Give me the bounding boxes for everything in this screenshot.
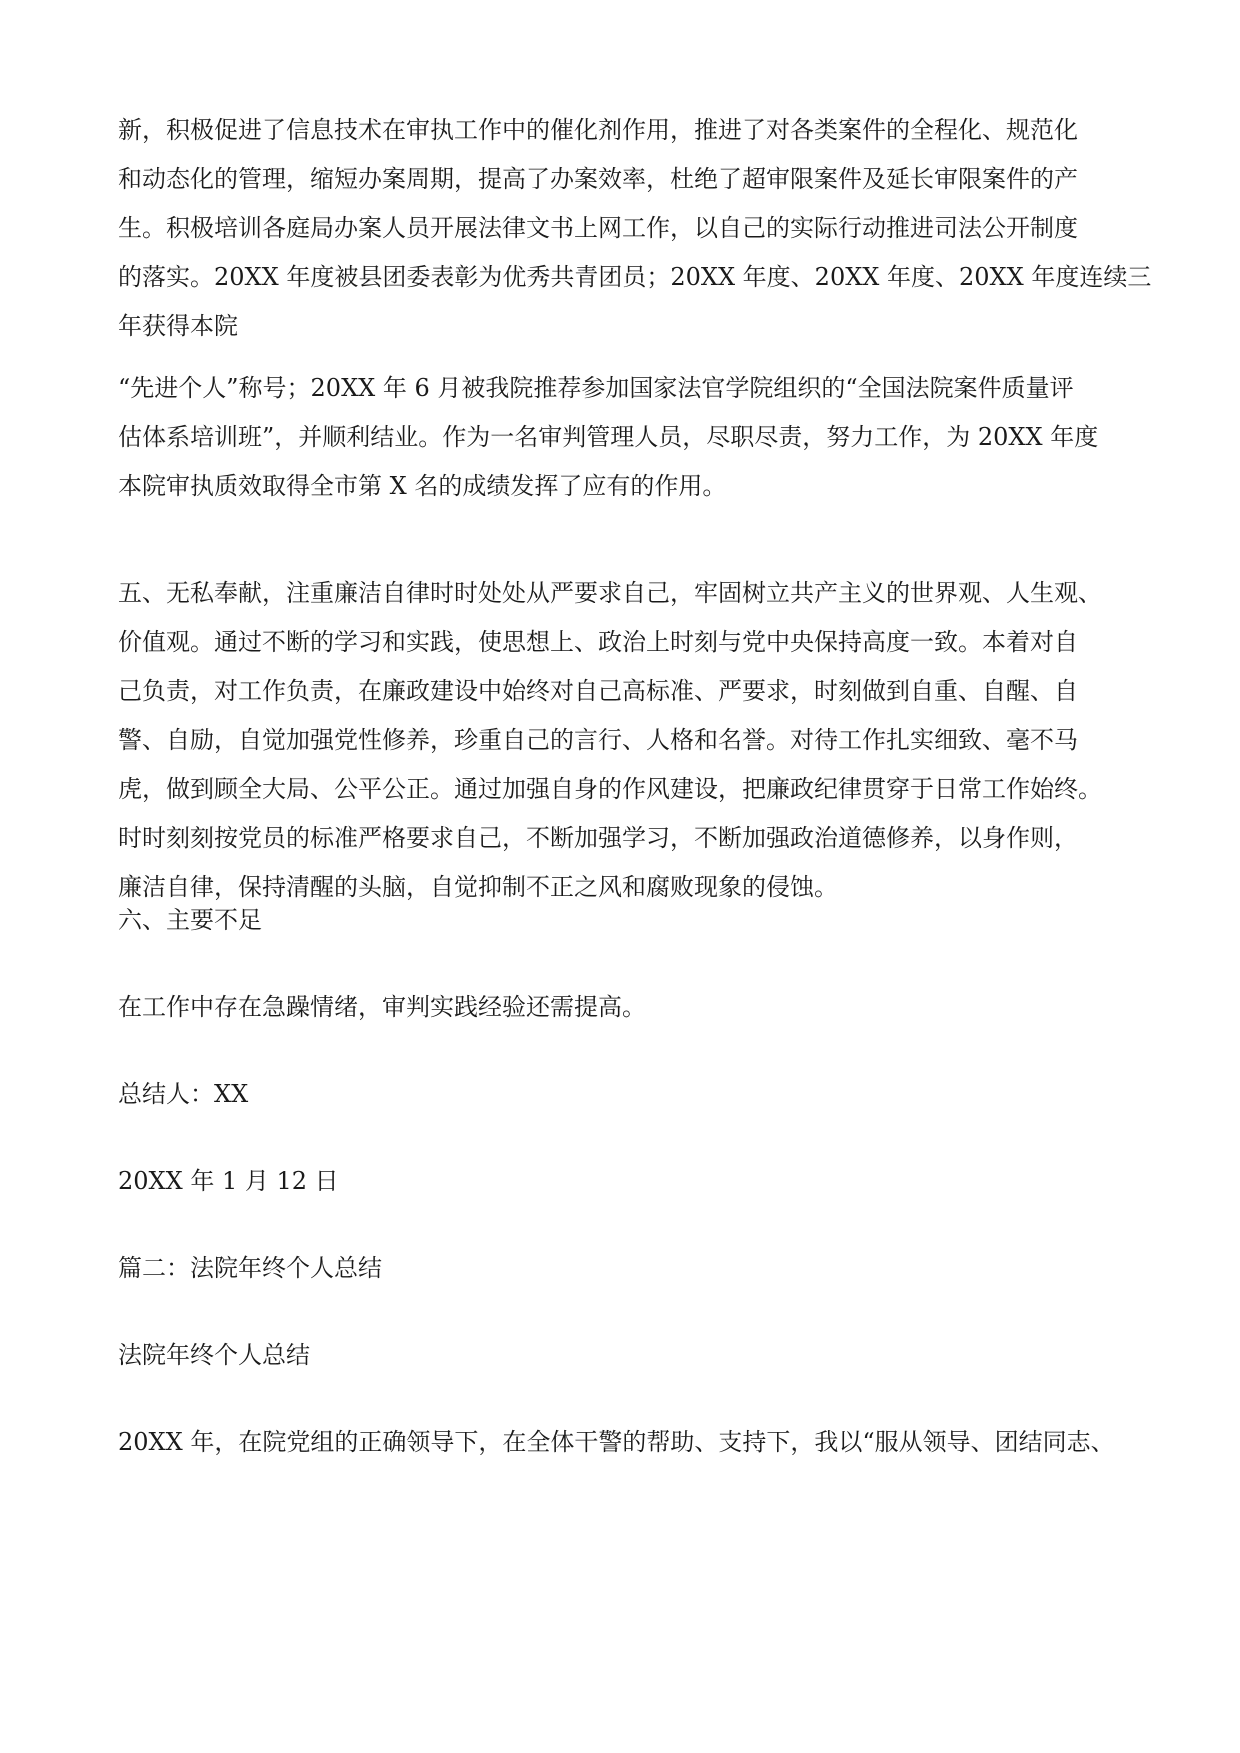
text-line: 新，积极促进了信息技术在审执工作中的催化剂作用，推进了对各类案件的全程化、规范化	[118, 116, 1078, 144]
signature-line	[118, 1070, 1128, 1119]
article-two-title	[118, 1331, 1128, 1380]
text-line: 廉洁自律，保持清醒的头脑，自觉抑制不正之风和腐败现象的侵蚀。	[118, 873, 838, 901]
text-line: 总结人：XX	[118, 1080, 249, 1108]
text-line: 和动态化的管理，缩短办案周期，提高了办案效率，杜绝了超审限案件及延长审限案件的产	[118, 165, 1078, 193]
text-line: 法院年终个人总结	[118, 1341, 310, 1369]
text-line: “先进个人”称号；20XX 年 6 月被我院推荐参加国家法官学院组织的“全国法院案件质量评	[118, 374, 1074, 402]
paragraph-1	[118, 106, 1152, 351]
paragraph-3-integrity	[118, 569, 1128, 912]
text-line: 年获得本院	[118, 312, 238, 340]
text-line: 己负责，对工作负责，在廉政建设中始终对自己高标准、严要求，时刻做到自重、自醒、自	[118, 677, 1078, 705]
paragraph-shortcomings	[118, 983, 1128, 1032]
text-line: 本院审执质效取得全市第 X 名的成绩发挥了应有的作用。	[118, 472, 727, 500]
text-line: 20XX 年 1 月 12 日	[118, 1167, 339, 1195]
text-line: 价值观。通过不断的学习和实践，使思想上、政治上时刻与党中央保持高度一致。本着对自	[118, 628, 1078, 656]
text-line: 在工作中存在急躁情绪，审判实践经验还需提高。	[118, 993, 646, 1021]
section-heading-shortcomings	[118, 896, 1128, 945]
text-line: 时时刻刻按党员的标准严格要求自己，不断加强学习，不断加强政治道德修养，以身作则，	[118, 824, 1078, 852]
article-two-heading	[118, 1244, 1128, 1293]
date-line	[118, 1157, 1128, 1206]
text-line: 估体系培训班”，并顺利结业。作为一名审判管理人员，尽职尽责，努力工作，为 20XX 年度	[118, 423, 1099, 451]
text-line: 警、自励，自觉加强党性修养，珍重自己的言行、人格和名誉。对待工作扎实细致、毫不马	[118, 726, 1078, 754]
article-two-paragraph	[118, 1418, 1128, 1467]
text-line: 六、主要不足	[118, 906, 262, 934]
text-line: 生。积极培训各庭局办案人员开展法律文书上网工作，以自己的实际行动推进司法公开制度	[118, 214, 1078, 242]
text-line: 的落实。20XX 年度被县团委表彰为优秀共青团员；20XX 年度、20XX 年度、20XX 年度连续三	[118, 263, 1152, 291]
text-line: 虎，做到顾全大局、公平公正。通过加强自身的作风建设，把廉政纪律贯穿于日常工作始终。	[118, 775, 1102, 803]
text-line: 篇二：法院年终个人总结	[118, 1254, 382, 1282]
text-line: 20XX 年，在院党组的正确领导下，在全体干警的帮助、支持下，我以“服从领导、团结同志、	[118, 1428, 1115, 1456]
text-line: 五、无私奉献，注重廉洁自律时时处处从严要求自己，牢固树立共产主义的世界观、人生观、	[118, 579, 1102, 607]
paragraph-2	[118, 364, 1128, 511]
